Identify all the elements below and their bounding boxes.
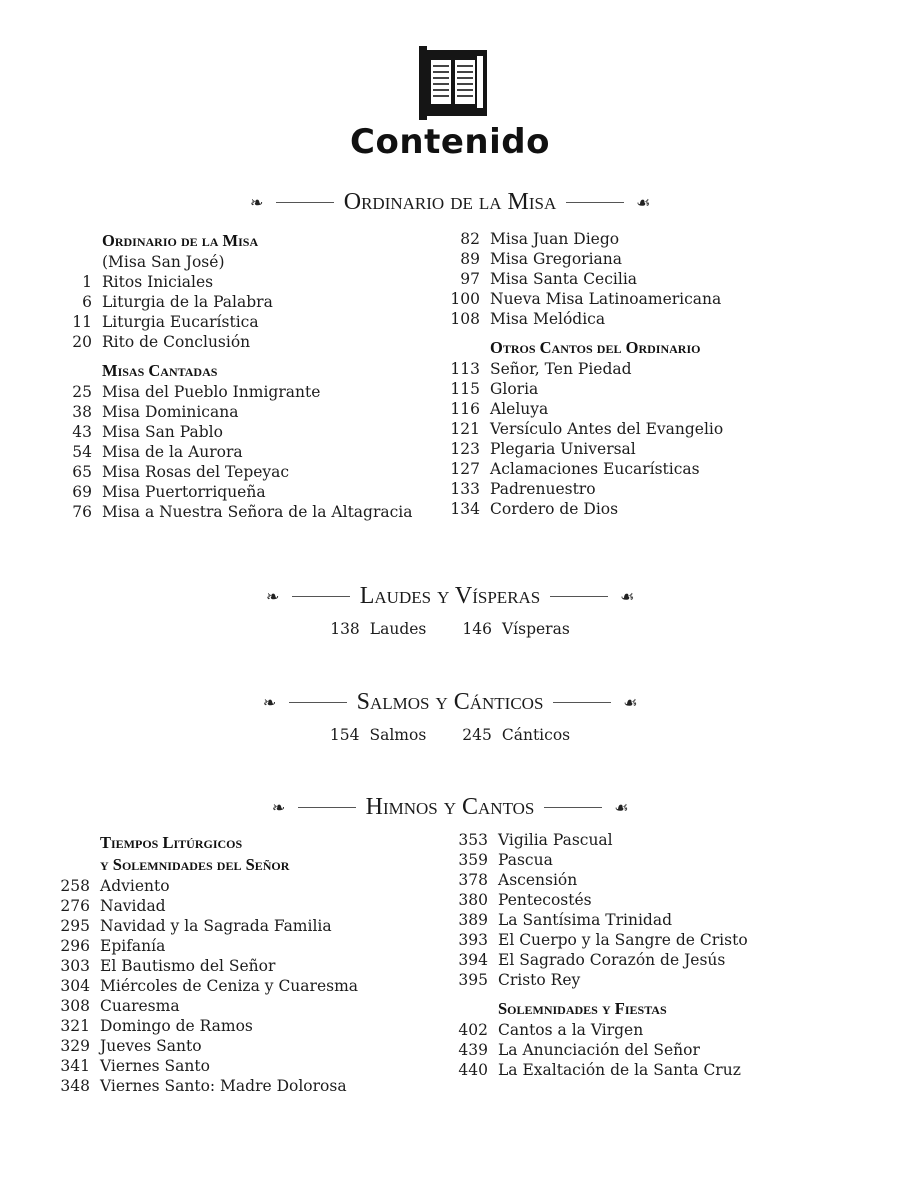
ornament-right-icon: ☙: [636, 193, 651, 212]
entry-title: La Exaltación de la Santa Cruz: [498, 1061, 741, 1079]
page-number: 329: [60, 1037, 90, 1055]
entry-title: Misa Juan Diego: [490, 230, 620, 248]
toc-entry: [448, 439, 723, 459]
ornament-right-icon: ☙: [614, 798, 629, 817]
subsection-heading: Ordinario de la Misa: [102, 231, 259, 250]
page-number: 146: [462, 620, 492, 638]
entry-title: Misa Gregoriana: [490, 250, 622, 268]
toc-entry: [456, 930, 748, 950]
toc-entry: [330, 726, 426, 744]
toc-entry: [330, 620, 426, 638]
entry-title: Liturgia Eucarística: [102, 313, 259, 331]
divider: [566, 202, 624, 203]
page-number: 97: [460, 270, 480, 288]
section-header-salmos: [0, 689, 900, 716]
entry-title: Misa Santa Cecilia: [490, 270, 638, 288]
toc-entry: [60, 292, 413, 312]
toc-entry: [58, 1076, 358, 1096]
toc-entry: [456, 1040, 748, 1060]
entry-title: Cristo Rey: [498, 971, 581, 989]
toc-entry: [60, 462, 413, 482]
entry-title: Cantos a la Virgen: [498, 1021, 644, 1039]
entry-title: Gloria: [490, 380, 539, 398]
entry-title: Misa Melódica: [490, 310, 606, 328]
page-number: 353: [458, 831, 488, 849]
section-title: Salmos y Cánticos: [356, 689, 544, 715]
entry-title: Epifanía: [100, 937, 166, 955]
himnos-right-column: [456, 830, 748, 1080]
toc-entry: [60, 332, 413, 352]
toc-entry: [462, 620, 569, 638]
entry-title: Misa Dominicana: [102, 403, 239, 421]
toc-entry: [58, 936, 358, 956]
entry-title: Aclamaciones Eucarísticas: [490, 460, 700, 478]
page-number: 38: [72, 403, 92, 421]
toc-entry: [60, 442, 413, 462]
page-number: 321: [60, 1017, 90, 1035]
page-number: 303: [60, 957, 90, 975]
page-number: 11: [72, 313, 92, 331]
page-number: 115: [450, 380, 480, 398]
toc-entry: [448, 269, 723, 289]
toc-entry: [456, 890, 748, 910]
page-number: 1: [82, 273, 92, 291]
subsection-note: (Misa San José): [102, 253, 225, 271]
toc-entry: [456, 1060, 748, 1080]
ornament-right-icon: ☙: [623, 693, 638, 712]
toc-entry: [58, 1016, 358, 1036]
page-number: 76: [72, 503, 92, 521]
divider: [553, 702, 611, 703]
section-title: Ordinario de la Misa: [343, 189, 557, 215]
himnos-left-column: [58, 832, 358, 1096]
page-number: 43: [72, 423, 92, 441]
entry-title: Misa a Nuestra Señora de la Altagracia: [102, 503, 413, 521]
toc-entry: [60, 272, 413, 292]
page-number: 295: [60, 917, 90, 935]
page-number: 154: [329, 726, 360, 744]
ornament-left-icon: ❧: [262, 693, 277, 712]
page-number: 245: [462, 726, 492, 744]
entry-title: Rito de Conclusión: [102, 333, 251, 351]
book-logo-icon: [419, 46, 489, 120]
section-title: Laudes y Vísperas: [359, 583, 541, 609]
toc-entry: [448, 379, 723, 399]
entry-title: Misa del Pueblo Inmigrante: [102, 383, 321, 401]
page-number: 378: [458, 871, 488, 889]
toc-entry: [456, 970, 748, 990]
toc-entry: [58, 896, 358, 916]
toc-entry: [456, 830, 748, 850]
toc-entry: [58, 976, 358, 996]
toc-entry: [60, 402, 413, 422]
subsection-heading: y Solemnidades del Señor: [100, 855, 290, 874]
page-number: 359: [458, 851, 488, 869]
ornament-left-icon: ❧: [271, 798, 286, 817]
toc-entry: [60, 502, 413, 522]
toc-entry: [448, 419, 723, 439]
page-number: 348: [60, 1077, 90, 1095]
section-header-himnos: [0, 794, 900, 821]
entry-title: Navidad: [100, 897, 166, 915]
toc-entry: [448, 479, 723, 499]
toc-entry: [448, 359, 723, 379]
page-number: 341: [60, 1057, 90, 1075]
entry-title: Pascua: [498, 851, 553, 869]
toc-entry: [60, 422, 413, 442]
ornament-left-icon: ❧: [250, 193, 264, 212]
entry-title: El Sagrado Corazón de Jesús: [498, 951, 726, 969]
page-number: 394: [458, 951, 488, 969]
page-number: 393: [458, 931, 488, 949]
divider: [276, 202, 334, 203]
salmos-entries: [0, 726, 900, 744]
toc-entry: [456, 910, 748, 930]
entry-title: Liturgia de la Palabra: [102, 293, 273, 311]
page-number: 123: [450, 440, 480, 458]
page-number: 65: [72, 463, 92, 481]
toc-entry: [448, 459, 723, 479]
entry-title: Nueva Misa Latinoamericana: [490, 290, 722, 308]
entry-title: Viernes Santo: [100, 1057, 210, 1075]
entry-title: Misa de la Aurora: [102, 443, 243, 461]
toc-entry: [60, 482, 413, 502]
page-number: 69: [72, 483, 92, 501]
divider: [550, 596, 608, 597]
page-number: 440: [458, 1061, 488, 1079]
page-number: 113: [450, 360, 480, 378]
subsection-heading: Otros Cantos del Ordinario: [490, 338, 701, 357]
divider: [292, 596, 350, 597]
toc-entry: [456, 870, 748, 890]
entry-title: Misa San Pablo: [102, 423, 223, 441]
entry-title: Vigilia Pascual: [498, 831, 613, 849]
section-header-laudes: [0, 583, 900, 610]
page-number: 116: [450, 400, 480, 418]
entry-title: Cuaresma: [100, 997, 180, 1015]
toc-entry: [448, 229, 723, 249]
toc-entry: [456, 1020, 748, 1040]
toc-entry: [456, 950, 748, 970]
entry-title: Vísperas: [501, 620, 570, 638]
page-number: 439: [458, 1041, 488, 1059]
toc-entry: [58, 956, 358, 976]
page-title: Contenido: [350, 122, 550, 162]
divider: [289, 702, 347, 703]
page-number: 54: [72, 443, 92, 461]
entry-title: Aleluya: [490, 400, 549, 418]
entry-title: Padrenuestro: [490, 480, 596, 498]
toc-entry: [448, 289, 723, 309]
entry-title: La Anunciación del Señor: [498, 1041, 700, 1059]
entry-title: Plegaria Universal: [490, 440, 636, 458]
entry-title: Ritos Iniciales: [102, 273, 214, 291]
page-number: 25: [72, 383, 92, 401]
section-header-ordinario: [0, 189, 900, 216]
entry-title: Adviento: [100, 877, 170, 895]
toc-entry: [58, 916, 358, 936]
page-number: 304: [60, 977, 90, 995]
subsection-heading: Solemnidades y Fiestas: [498, 999, 667, 1018]
ordinario-right-column: [448, 229, 723, 519]
divider: [544, 807, 602, 808]
entry-title: El Cuerpo y la Sangre de Cristo: [498, 931, 748, 949]
entry-title: Cánticos: [501, 726, 571, 744]
ornament-left-icon: ❧: [266, 587, 280, 606]
entry-title: Misa Rosas del Tepeyac: [102, 463, 290, 481]
page-number: 308: [60, 997, 90, 1015]
page-number: 134: [450, 500, 480, 518]
laudes-entries: [0, 620, 900, 638]
page-number: 6: [82, 293, 92, 311]
page-number: 389: [458, 911, 488, 929]
page-number: 380: [458, 891, 488, 909]
page-number: 258: [60, 877, 90, 895]
page-number: 276: [60, 897, 90, 915]
page-number: 402: [458, 1021, 488, 1039]
toc-entry: [448, 499, 723, 519]
entry-title: Señor, Ten Piedad: [490, 360, 632, 378]
page-number: 20: [72, 333, 92, 351]
toc-entry: [58, 1056, 358, 1076]
section-title: Himnos y Cantos: [365, 794, 535, 820]
ornament-right-icon: ☙: [620, 587, 635, 606]
entry-title: El Bautismo del Señor: [100, 957, 276, 975]
toc-entry: [448, 399, 723, 419]
page-number: 138: [330, 620, 360, 638]
entry-title: Salmos: [369, 726, 427, 744]
page-number: 121: [450, 420, 480, 438]
divider: [298, 807, 356, 808]
page-number: 133: [450, 480, 480, 498]
entry-title: Miércoles de Ceniza y Cuaresma: [100, 977, 359, 995]
entry-title: Pentecostés: [498, 891, 592, 909]
page-number: 108: [450, 310, 480, 328]
subsection-heading: Tiempos Litúrgicos: [100, 833, 243, 852]
entry-title: Cordero de Dios: [490, 500, 619, 518]
entry-title: Versículo Antes del Evangelio: [490, 420, 724, 438]
subsection-heading: Misas Cantadas: [102, 361, 218, 380]
ordinario-left-column: [60, 230, 413, 522]
page-number: 395: [458, 971, 488, 989]
page-number: 89: [460, 250, 480, 268]
page-number: 82: [460, 230, 480, 248]
page-number: 100: [450, 290, 480, 308]
toc-entry: [58, 1036, 358, 1056]
entry-title: Viernes Santo: Madre Dolorosa: [100, 1077, 347, 1095]
entry-title: Domingo de Ramos: [100, 1017, 253, 1035]
toc-entry: [58, 876, 358, 896]
entry-title: La Santísima Trinidad: [498, 911, 672, 929]
page-number: 127: [450, 460, 480, 478]
toc-entry: [448, 309, 723, 329]
toc-entry: [456, 850, 748, 870]
entry-title: Ascensión: [498, 871, 578, 889]
toc-entry: [58, 996, 358, 1016]
entry-title: Laudes: [369, 620, 427, 638]
toc-entry: [60, 382, 413, 402]
entry-title: Jueves Santo: [100, 1037, 202, 1055]
toc-entry: [448, 249, 723, 269]
toc-entry: [60, 312, 413, 332]
entry-title: Misa Puertorriqueña: [102, 483, 266, 501]
toc-entry: [462, 726, 570, 744]
page-number: 296: [60, 937, 90, 955]
entry-title: Navidad y la Sagrada Familia: [100, 917, 332, 935]
